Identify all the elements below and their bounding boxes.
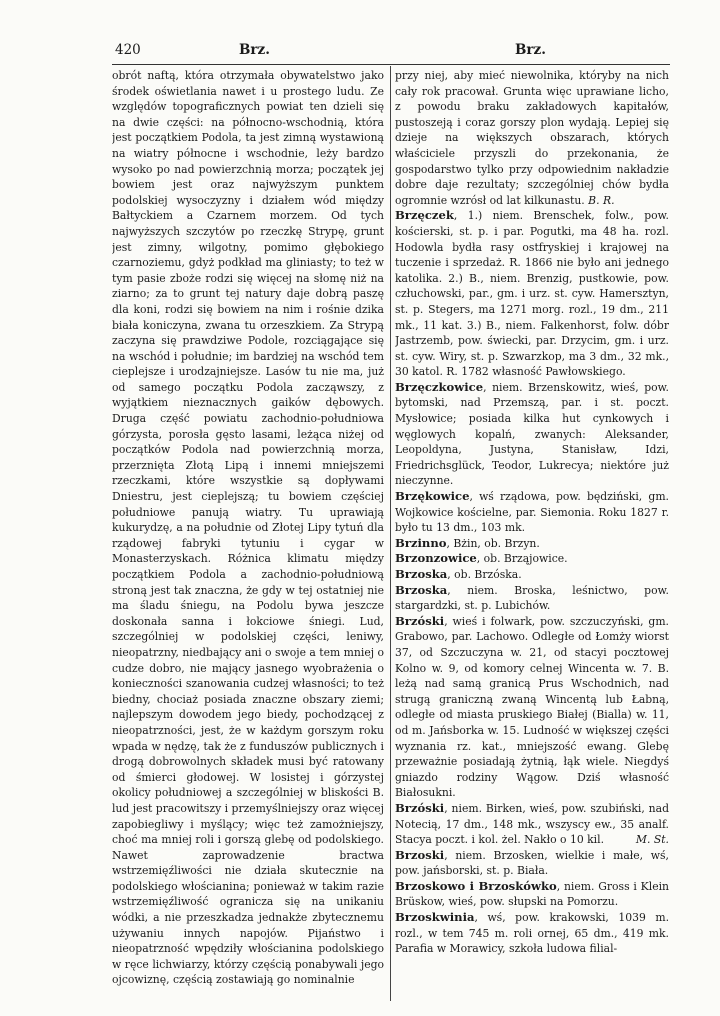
entry-headword: Brzoska bbox=[395, 582, 448, 597]
entry-headword: Brzonzowice bbox=[395, 551, 477, 566]
entry-headword: Brzóski bbox=[395, 800, 445, 815]
entry-text: , niem. Gross i Klein Brüskow, wieś, pow. słupski na Pomorzu. bbox=[395, 879, 669, 909]
entry-text: , ob. Brząjowice. bbox=[476, 552, 568, 566]
dictionary-entry bbox=[395, 848, 669, 879]
entry-headword: Brzękowice bbox=[395, 489, 470, 504]
dictionary-entry bbox=[395, 551, 669, 567]
continuation-text bbox=[395, 68, 669, 208]
entry-headword: Brzoski bbox=[395, 847, 445, 862]
entry-text: , wś, pow. krakowski, 1039 m. rozl., w tem 745 m. roli ornej, 65 dm., 419 mk. Parafia w Morawicy, szkoła ludowa filial- bbox=[395, 911, 669, 956]
right-column bbox=[395, 68, 669, 1002]
entry-headword: Brzoskowo i Brzoskówko bbox=[395, 878, 557, 893]
entry-text: , niem. Brzosken, wielkie i małe, wś, pow. jańsborski, st. p. Biała. bbox=[395, 848, 669, 878]
column-divider bbox=[390, 66, 391, 1001]
continuation-signature: B. R. bbox=[588, 193, 615, 207]
entry-list bbox=[395, 208, 669, 957]
continuation-body: przy niej, aby mieć niewolnika, któryby na nich cały rok pracował. Grunta więc uprawiane licho, z powodu braku zakładowych kapitałów, pustoszeją i coraz gorszy plon wydają. Lepiej się dzieje na większych obszarach, których właściciele przyszli do przekonania, że gospodarstwo tylko przy odpowiednim nakładzie dobre daje rezultaty; szczególniej chów bydła ogromnie wzrósł od lat kilkunastu. bbox=[395, 69, 669, 207]
dictionary-entry bbox=[395, 208, 669, 380]
dictionary-entry bbox=[395, 583, 669, 614]
page-number: 420 bbox=[115, 42, 141, 58]
entry-headword: Brzoska bbox=[395, 567, 448, 581]
left-column-text: obrót naftą, która otrzymała obywatelstwo jako środek oświetlania nawet i u prostego ludu. Ze względów topograficznych powiat ten dzieli się na dwie części: na północno-wschodnią, która jest początkiem Podola, ta jest zimną wystawioną na wiatry północne i wschodnie, leży bardzo wysoko po nad powierzchnią morza; początek jej bowiem jest oraz najwyższym punktem podolskiej wysoczyzny i działem wód między Bałtyckiem a Czarnem morzem. Od tych najwyższych szczytów po rzeczkę Strypę, grunt jest zimny, wilgotny, pomimo głębokiego czarnoziemu, gdyż podkład ma gliniasty; to też w tym pasie zboże rodzi się więcej na słomę niż na ziarno; za to grunt tej natury daje dobrą paszę dla koni, rodzi się bowiem na nim i rośnie dzika biała koniczyna, zwana tu orzeszkiem. Za Strypą zaczyna się prawdziwe Podole, rozciągające się na wschód i południe; im bardziej na wschód tem cieplejsze i urodzajniejsze. Lasów tu nie ma, już od samego początku Podola zacząwszy, z wyjątkiem nieznacznych gaików dębowych. Druga część powiatu zachodnio-południowa górzysta, porosła gęsto lasami, leżąca niżej od początków Podola nad powierzchnią morza, przerznięta Złotą Lipą i innemi mniejszemi rzeczkami, które wszystkie są dopływami Dniestru, jest cieplejszą; tu bowiem częściej południowe panują wiatry. Tu uprawiają kukurydzę, a na południe od Złotej Lipy tytuń dla rządowej fabryki tytuniu i cygar w Monasterzyskach. Różnica klimatu między początkiem Podola a zachodnio-południową stroną jest tak znaczna, że gdy w tej ostatniej nie ma śladu śniegu, na Podolu bywa jeszcze doskonała sanna i łokciowe śniegi. Lud, szczególniej w podolskiej części, leniwy, nieopatrzny, niedbający ani o swoje a tem mniej o cudze dobro, nie mający jasnego wyobrażenia o konieczności szanowania cudzej własności; to też biedny, chociaż posiada znaczne obszary ziemi; najlepszym dowodem jego biedy, pochodzącej z nieopatrzności, jest, że w każdym gorszym roku wpada w nędzę, tak że z funduszów publicznych i drogą dobrowolnych składek musi być ratowany od śmierci głodowej. W losistej i górzystej okolicy południowej a szczególniej w bliskości B. lud jest pracowitszy i przemyślniejszy oraz więcej zapobiegliwy i myślący; więc też zamożniejszy, choć ma mniej roli i gorszą glebę od podolskiego. Nawet zaprowadzenie bractwa wstrzemięźliwości nie działa skutecznie na podolskiego włościanina; ponieważ w takim razie wstrzemięźliwość ogranicza się na unikaniu wódki, a nie przeszkadza jednakże zbytecznemu używaniu innych napojów. Pijaństwo i nieopatrzność wpędziły włościanina podolskiego w ręce lichwiarzy, którzy częścią ponabywali jego ojcowiznę, częścią zostawiają go nominalnie bbox=[112, 69, 384, 987]
entry-text: , 1.) niem. Brenschek, folw., pow. kościerski, st. p. i par. Pogutki, ma 48 ha. rozl. Hodowla bydła rasy ostfryskiej i krajowej na tuczenie i sprzedaż. R. 1866 nie było ani jednego katolika. 2.) B., niem. Brenzig, pustkowie, pow. człuchowski, par., gm. i urz. st. cyw. Hamersztyn, st. p. Stegers, ma 1271 morg. rozl., 19 dm., 211 mk., 11 kat. 3.) B., niem. Falkenhorst, folw. dóbr Jastrzemb, pow. świecki, par. Drzycim, gm. i urz. st. cyw. Wiry, st. p. Szwarzkop, ma 3 dm., 32 mk., 30 katol. R. 1782 własność Pawłowskiego. bbox=[395, 209, 669, 379]
entry-text: , ob. Brzóska. bbox=[447, 568, 522, 581]
entry-headword: Brzóski bbox=[395, 613, 445, 628]
entry-headword: Brzinno bbox=[395, 535, 447, 550]
dictionary-entry bbox=[395, 879, 669, 910]
entry-headword: Brzoskwinia bbox=[395, 910, 475, 925]
entry-text: , niem. Brzenskowitz, wieś, pow. bytomski, nad Przemszą, par. i st. poczt. Mysłowice; posiada kilka hut cynkowych i węglowych kopalń, zwanych: Aleksander, Leopoldyna, Justyna, Stanisław, Idzi, Friedrichsglück, Teodor, Lukrecya; niektóre już nieczynne. bbox=[395, 380, 669, 488]
entry-text: , niem. Birken, wieś, pow. szubiński, nad Notecią, 17 dm., 148 mk., wszyscy ew., 35 analf. Stacya poczt. i kol. żel. Nakło o 10 kil. bbox=[395, 801, 669, 847]
entry-text: , wś rządowa, pow. będziński, gm. Wojkowice kościelne, par. Siemonia. Roku 1827 r. było tu 13 dm., 103 mk. bbox=[395, 490, 669, 535]
entry-text: , niem. Broska, leśnictwo, pow. stargardzki, st. p. Lubichów. bbox=[395, 583, 669, 613]
entry-text: , wieś i folwark, pow. szczuczyński, gm. Grabowo, par. Lachowo. Odległe od Łomży wiorst 37, od Szczuczyna w. 21, od stacyi pocztowej Kolno w. 9, od komory celnej Wincenta w. 7. B. leżą nad samą granicą Prus Wschodnich, nad strugą graniczną zwaną Wincentą lub Łabną, odległe od miasta pruskiego Białej (Bialla) w. 11, od m. Jańsborka w. 15. Ludność w większej części wyznania rz. kat., mniejszość ewang. Glebę przeważnie posiadają żytnią, łąk wiele. Niegdyś gniazdo rodziny Wągow. Dziś własność Białosukni. bbox=[395, 614, 669, 800]
header-rule bbox=[112, 64, 670, 65]
dictionary-entry bbox=[395, 536, 669, 552]
page-header bbox=[0, 42, 720, 62]
left-column bbox=[112, 68, 384, 1002]
dictionary-entry bbox=[395, 380, 669, 489]
dictionary-entry bbox=[395, 567, 669, 583]
dictionary-entry bbox=[395, 614, 669, 801]
dictionary-entry bbox=[395, 489, 669, 536]
entry-text: , Bżin, ob. Brzyn. bbox=[446, 536, 540, 550]
dictionary-entry bbox=[395, 801, 669, 848]
entry-headword: Brzęczkowice bbox=[395, 379, 484, 394]
dictionary-entry bbox=[395, 910, 669, 957]
entry-headword: Brzęczek bbox=[395, 208, 454, 223]
entry-signature: M. St. bbox=[635, 833, 669, 847]
right-running-head: Brz. bbox=[515, 42, 546, 58]
left-running-head: Brz. bbox=[239, 42, 270, 58]
